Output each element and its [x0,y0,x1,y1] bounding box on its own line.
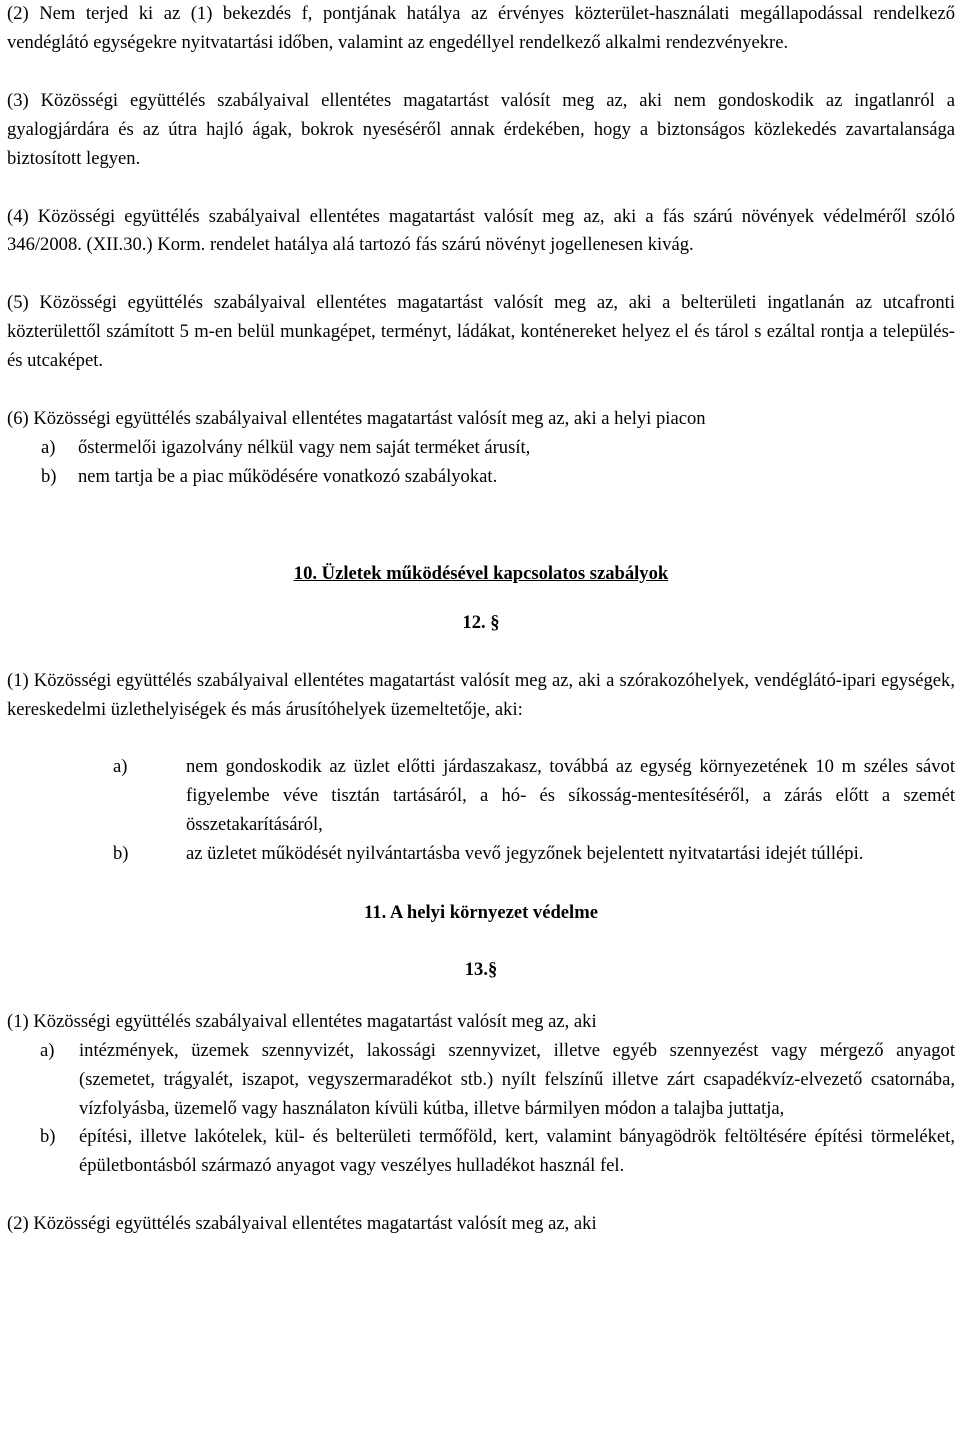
paragraph-13-2: (2) Közösségi együttélés szabályaival ellentétes magatartást valósít meg az, aki [7,1213,597,1235]
document-page [7,0,955,1239]
list-item-text: építési, illetve lakótelek, kül- és belterületi termőföld, kert, valamint bányagödrök feltöltésére építési törmeléket, épületbontásból származó anyagot vagy veszélyes hulladékot használ fel. [79,1126,955,1177]
section-13-marker [7,956,955,985]
paragraph-2-top: (2) Nem terjed ki az (1) bekezdés f, pontjának hatálya az érvényes közterület-használati megállapodással rendelkező vendéglátó egységekre nyitvatartási időben, valamint az engedéllyel rendelkező alkalmi rendezvényekre. [7,3,955,53]
list-item-text: nem gondoskodik az üzlet előtti járdaszakasz, továbbá az egység környezetének 10 m széles sávot figyelembe véve tisztán tartásáról, a hó- és síkosság-mentesítéséről, a zárás előtt a szemét összetakarításáról, [186,756,955,836]
paragraph-4: (4) Közösségi együttélés szabályaival ellentétes magatartást valósít meg az, aki a fás szárú növények védelméről szóló 346/2008. (XII.30.) Korm. rendelet hatálya alá tartozó fás szárú növényt jogellenesen kivág. [7,205,955,256]
list-item [7,1123,955,1181]
list-item-label: a) [40,1039,55,1061]
list-item-text: nem tartja be a piac működésére vonatkozó szabályokat. [78,465,498,487]
list-item-label: b) [41,465,57,487]
list-item [7,434,955,463]
section-13-text: 13.§ [464,958,498,980]
heading-11 [7,899,955,928]
list-item-label: a) [41,436,56,458]
list-item-text: intézmények, üzemek szennyvizét, lakossági szennyvizet, illetve egyéb szennyezést vagy mérgező anyagot (szemetet, trágyalét, iszapot, vegyszermaradékot stb.) nyílt felszínű illetve zárt csapadékvíz-elvezető csatornába, vízfolyásba, üzemelő vagy használaton kívüli kútba, illetve bármilyen módon a talajba juttatja, [79,1039,955,1119]
list-item [7,463,955,492]
list-item [7,1037,955,1124]
paragraph-12-1: (1) Közösségi együttélés szabályaival ellentétes magatartást valósít meg az, aki a szórakozóhelyek, vendéglátó-ipari egységek, kereskedelmi üzlethelyiségek és más árusítóhelyek üzemeltetője, aki: [7,669,955,720]
paragraph-3: (3) Közösségi együttélés szabályaival ellentétes magatartást valósít meg az, aki nem gondoskodik az ingatlanról a gyalogjárdára és az útra hajló ágak, bokrok nyeséséről annak érdekében, hogy a biztonságos közlekedés zavartalansága biztosított legyen. [7,89,955,169]
section-12-text: 12. § [462,611,500,633]
list-item-label: a) [113,756,128,778]
list-item [7,840,955,869]
heading-10-text: 10. Üzletek működésével kapcsolatos szabályok [293,562,669,584]
section-12-marker [7,609,955,638]
heading-11-text: 11. A helyi környezet védelme [364,902,598,924]
paragraph-5: (5) Közösségi együttélés szabályaival ellentétes magatartást valósít meg az, aki a belterületi ingatlanán az utcafronti közterülettől számított 5 m-en belül munkagépet, terményt, ládákat, konténereket helyez el és tárol s ezáltal rontja a település- és utcaképet. [7,292,955,372]
list-item-text: az üzletet működését nyilvántartásba vevő jegyzőnek bejelentett nyitvatartási idejét túllépi. [186,843,864,865]
paragraph-6: (6) Közösségi együttélés szabályaival ellentétes magatartást valósít meg az, aki a helyi piacon [7,408,706,430]
paragraph-6-list [7,434,955,492]
paragraph-12-1-list [7,753,955,869]
paragraph-13-1: (1) Közösségi együttélés szabályaival ellentétes magatartást valósít meg az, aki [7,1010,597,1032]
heading-10 [7,560,955,589]
paragraph-13-1-list [7,1037,955,1182]
list-item-label: b) [113,843,129,865]
list-item-label: b) [40,1126,56,1148]
list-item [7,753,955,840]
list-item-text: őstermelői igazolvány nélkül vagy nem saját terméket árusít, [78,436,531,458]
